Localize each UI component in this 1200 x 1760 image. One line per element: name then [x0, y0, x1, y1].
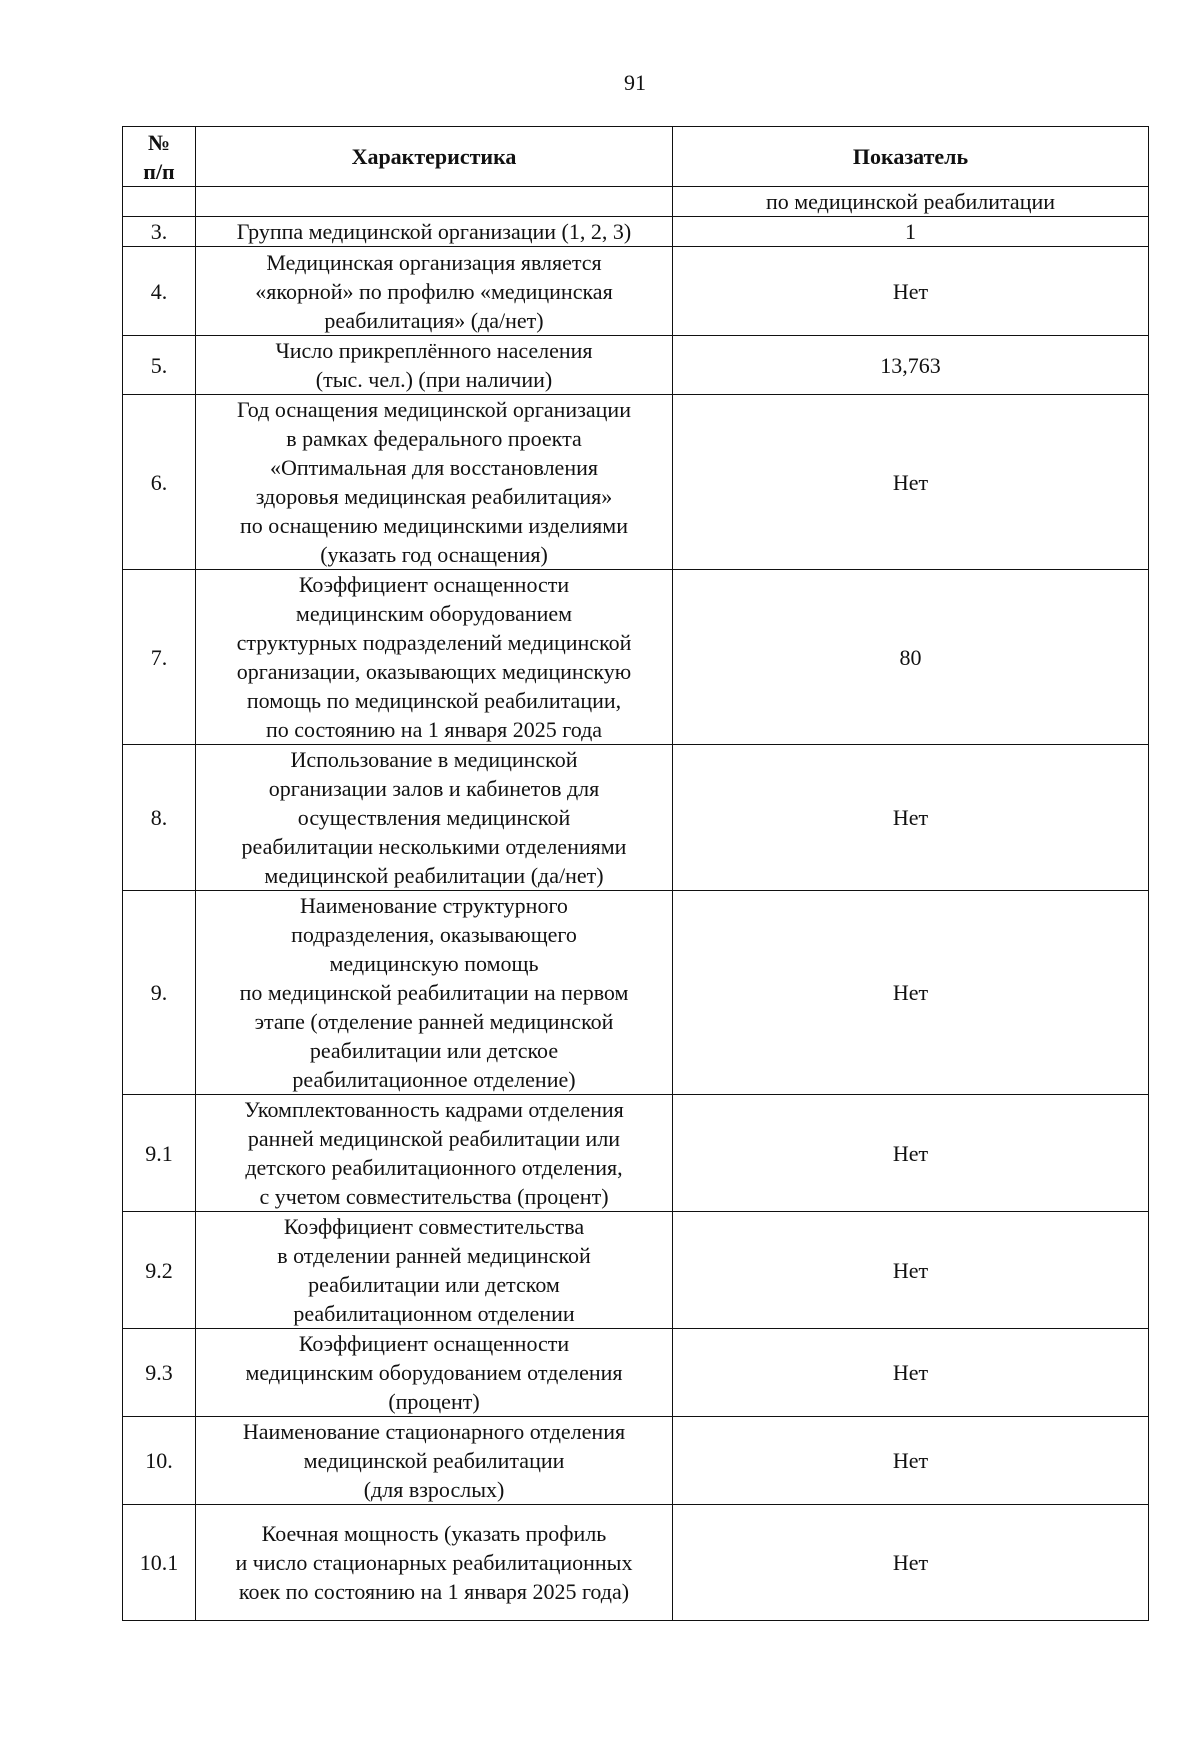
table-row: [123, 1417, 1149, 1505]
table-row: [123, 395, 1149, 570]
table-row: [123, 745, 1149, 891]
header-num: № п/п: [123, 127, 196, 187]
cell-num: [123, 187, 196, 217]
cell-num: 9.1: [123, 1095, 196, 1212]
table-row: [123, 217, 1149, 247]
cell-characteristic: Группа медицинской организации (1, 2, 3): [196, 217, 673, 247]
cell-num: 8.: [123, 745, 196, 891]
table-row: [123, 1212, 1149, 1329]
cell-indicator: Нет: [673, 395, 1149, 570]
cell-characteristic: [196, 187, 673, 217]
cell-characteristic: Укомплектованность кадрами отделения ранней медицинской реабилитации или детского реабилитационного отделения, с учетом совместительства (процент): [196, 1095, 673, 1212]
table-row: [123, 1095, 1149, 1212]
cell-indicator: Нет: [673, 1329, 1149, 1417]
cell-num: 10.1: [123, 1505, 196, 1621]
table-row: [123, 247, 1149, 336]
table-row: [123, 1505, 1149, 1621]
cell-num: 9.3: [123, 1329, 196, 1417]
cell-num: 7.: [123, 570, 196, 745]
cell-indicator: Нет: [673, 1095, 1149, 1212]
cell-characteristic: Использование в медицинской организации залов и кабинетов для осуществления медицинской реабилитации несколькими отделениями медицинской реабилитации (да/нет): [196, 745, 673, 891]
cell-characteristic: Наименование стационарного отделения медицинской реабилитации (для взрослых): [196, 1417, 673, 1505]
table-row: [123, 1329, 1149, 1417]
cell-characteristic: Коечная мощность (указать профиль и число стационарных реабилитационных коек по состоянию на 1 января 2025 года): [196, 1505, 673, 1621]
cell-num: 9.2: [123, 1212, 196, 1329]
cell-indicator: 80: [673, 570, 1149, 745]
characteristics-table: [122, 126, 1149, 1621]
table-row: [123, 187, 1149, 217]
cell-characteristic: Год оснащения медицинской организации в рамках федерального проекта «Оптимальная для восстановления здоровья медицинская реабилитация» по оснащению медицинскими изделиями (указать год оснащения): [196, 395, 673, 570]
cell-indicator: Нет: [673, 1212, 1149, 1329]
cell-indicator: по медицинской реабилитации: [673, 187, 1149, 217]
page-number: 91: [624, 70, 646, 95]
table-row: [123, 336, 1149, 395]
header-characteristic: Характеристика: [196, 127, 673, 187]
cell-num: 6.: [123, 395, 196, 570]
cell-indicator: 1: [673, 217, 1149, 247]
table-row: [123, 570, 1149, 745]
table-header-row: [123, 127, 1149, 187]
header-indicator: Показатель: [673, 127, 1149, 187]
cell-num: 10.: [123, 1417, 196, 1505]
cell-indicator: Нет: [673, 891, 1149, 1095]
cell-characteristic: Коэффициент совместительства в отделении ранней медицинской реабилитации или детском реабилитационном отделении: [196, 1212, 673, 1329]
cell-num: 5.: [123, 336, 196, 395]
table-row: [123, 891, 1149, 1095]
cell-characteristic: Коэффициент оснащенности медицинским оборудованием структурных подразделений медицинской организации, оказывающих медицинскую помощь по медицинской реабилитации, по состоянию на 1 января 2025 года: [196, 570, 673, 745]
cell-num: 9.: [123, 891, 196, 1095]
cell-characteristic: Медицинская организация является «якорной» по профилю «медицинская реабилитация» (да/нет): [196, 247, 673, 336]
cell-num: 3.: [123, 217, 196, 247]
cell-indicator: 13,763: [673, 336, 1149, 395]
cell-indicator: Нет: [673, 1505, 1149, 1621]
cell-characteristic: Число прикреплённого населения (тыс. чел.) (при наличии): [196, 336, 673, 395]
cell-characteristic: Наименование структурного подразделения, оказывающего медицинскую помощь по медицинской реабилитации на первом этапе (отделение ранней медицинской реабилитации или детское реабилитационное отделение): [196, 891, 673, 1095]
cell-num: 4.: [123, 247, 196, 336]
cell-indicator: Нет: [673, 1417, 1149, 1505]
cell-indicator: Нет: [673, 745, 1149, 891]
cell-characteristic: Коэффициент оснащенности медицинским оборудованием отделения (процент): [196, 1329, 673, 1417]
cell-indicator: Нет: [673, 247, 1149, 336]
